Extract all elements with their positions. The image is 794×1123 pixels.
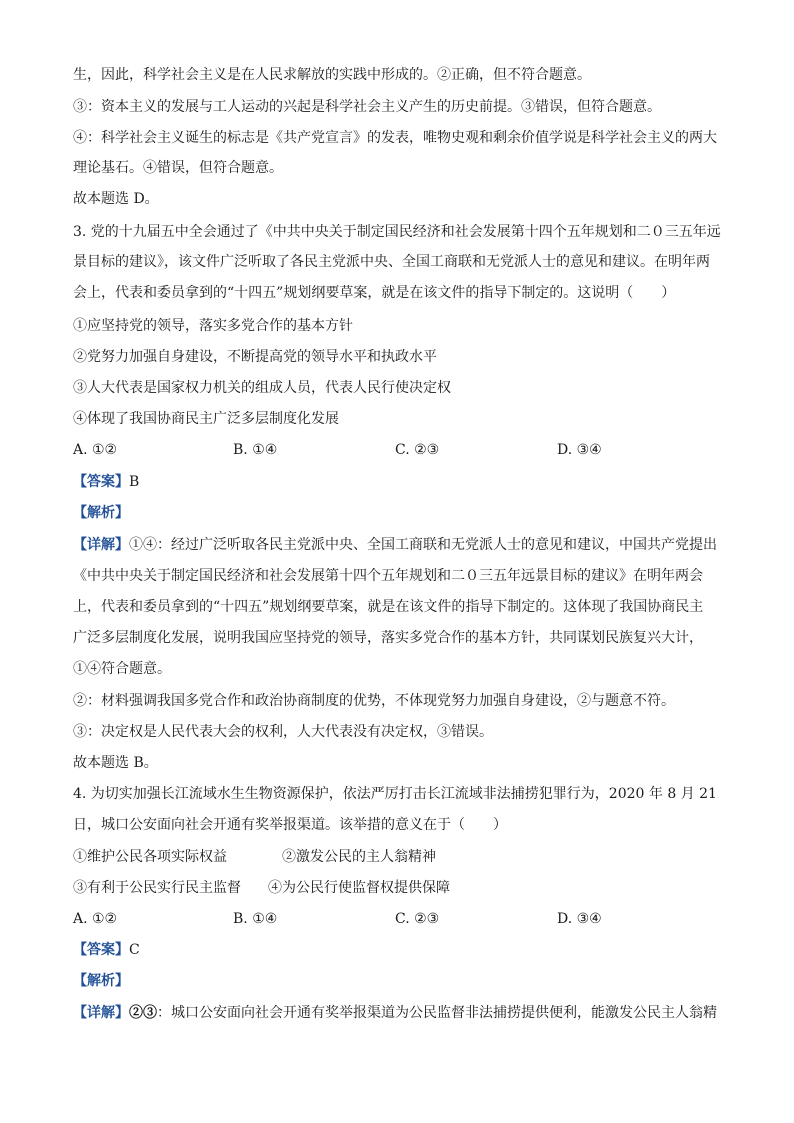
detail-text: 《中共中央关于制定国民经济和社会发展第十四个五年规划和二０三五年远景目标的建议》在明年两会 bbox=[73, 568, 703, 584]
option-b: B. ①④ bbox=[233, 442, 278, 458]
text-line: ③：资本主义的发展与工人运动的兴起是科学社会主义产生的历史前提。③错误，但符合题意。 bbox=[73, 99, 661, 115]
option-c: C. ②③ bbox=[395, 442, 440, 458]
answer-line bbox=[73, 940, 733, 960]
question-3-statement: ②党努力加强自身建设，不断提高党的领导水平和执政水平 bbox=[73, 349, 437, 365]
text-line: 生，因此，科学社会主义是在人民求解放的实践中形成的。②正确，但不符合题意。 bbox=[73, 67, 591, 83]
question-3-statement: ③人大代表是国家权力机关的组成人员，代表人民行使决定权 bbox=[73, 380, 451, 396]
analysis-line bbox=[73, 971, 733, 991]
answer-line bbox=[73, 472, 733, 492]
question-4-statement: ①维护公民各项实际权益 bbox=[73, 849, 227, 865]
detail-line bbox=[73, 1003, 733, 1023]
question-4-statement: ④为公民行使监督权提供保障 bbox=[268, 880, 450, 896]
answer-label: 【答案】 bbox=[73, 474, 129, 490]
analysis-line bbox=[73, 503, 733, 523]
question-3-statement: ①应坚持党的领导，落实多党合作的基本方针 bbox=[73, 318, 353, 334]
detail-text: 故本题选 B。 bbox=[73, 755, 158, 771]
option-a: A. ①② bbox=[73, 442, 118, 458]
answer-value: C bbox=[129, 942, 140, 958]
analysis-label: 【解析】 bbox=[73, 505, 129, 521]
detail-text: ①④：经过广泛听取各民主党派中央、全国工商联和无党派人士的意见和建议，中国共产党提出 bbox=[129, 537, 717, 553]
text-line: 故本题选 D。 bbox=[73, 191, 159, 207]
option-d: D. ③④ bbox=[557, 442, 602, 458]
answer-value: B bbox=[129, 474, 140, 490]
detail-text: 上，代表和委员拿到的“十四五”规划纲要草案，就是在该文件的指导下制定的。这体现了我国协商民主 bbox=[73, 599, 704, 615]
detail-text: ③：决定权是人民代表大会的权利，人大代表没有决定权，③错误。 bbox=[73, 724, 493, 740]
question-4-stem: 日，城口公安面向社会开通有奖举报渠道。该举措的意义在于（ ） bbox=[73, 817, 507, 833]
analysis-label: 【解析】 bbox=[73, 973, 129, 989]
option-b: B. ①④ bbox=[233, 911, 278, 927]
question-3-stem: 景目标的建议》，该文件广泛听取了各民主党派中央、全国工商联和无党派人士的意见和建议。在明年两 bbox=[73, 254, 710, 270]
question-4-statement: ②激发公民的主人翁精神 bbox=[282, 849, 436, 865]
question-3-stem: 3. 党的十九届五中全会通过了《中共中央关于制定国民经济和社会发展第十四个五年规划和二０三五年远 bbox=[73, 224, 721, 240]
option-a: A. ①② bbox=[73, 911, 118, 927]
detail-text: ：城口公安面向社会开通有奖举报渠道为公民监督非法捕捞提供便利，能激发公民主人翁精 bbox=[157, 1005, 717, 1021]
detail-text: ②：材料强调我国多党合作和政治协商制度的优势，不体现党努力加强自身建设，②与题意不符。 bbox=[73, 693, 675, 709]
detail-line bbox=[73, 535, 733, 555]
option-c: C. ②③ bbox=[395, 911, 440, 927]
question-4-stem: 4. 为切实加强长江流域水生生物资源保护，依法严厉打击长江流域非法捕捞犯罪行为，2020 年 8 月 21 bbox=[73, 786, 717, 802]
text-line: 理论基石。④错误，但符合题意。 bbox=[73, 160, 283, 176]
detail-label: 【详解】 bbox=[73, 1005, 129, 1021]
answer-label: 【答案】 bbox=[73, 942, 129, 958]
text-line: ④：科学社会主义诞生的标志是《共产党宣言》的发表，唯物史观和剩余价值学说是科学社会主义的两大 bbox=[73, 130, 717, 146]
detail-label: 【详解】 bbox=[73, 537, 129, 553]
detail-text: 广泛多层制度化发展，说明我国应坚持党的领导，落实多党合作的基本方针，共同谋划民族复兴大计， bbox=[73, 630, 703, 646]
detail-text: ①④符合题意。 bbox=[73, 661, 171, 677]
detail-options: ②③ bbox=[129, 1005, 157, 1021]
question-3-statement: ④体现了我国协商民主广泛多层制度化发展 bbox=[73, 411, 339, 427]
question-3-stem: 会上，代表和委员拿到的“十四五”规划纲要草案，就是在该文件的指导下制定的。这说明（ ） bbox=[73, 285, 676, 301]
option-d: D. ③④ bbox=[557, 911, 602, 927]
question-4-statement: ③有利于公民实行民主监督 bbox=[73, 880, 241, 896]
